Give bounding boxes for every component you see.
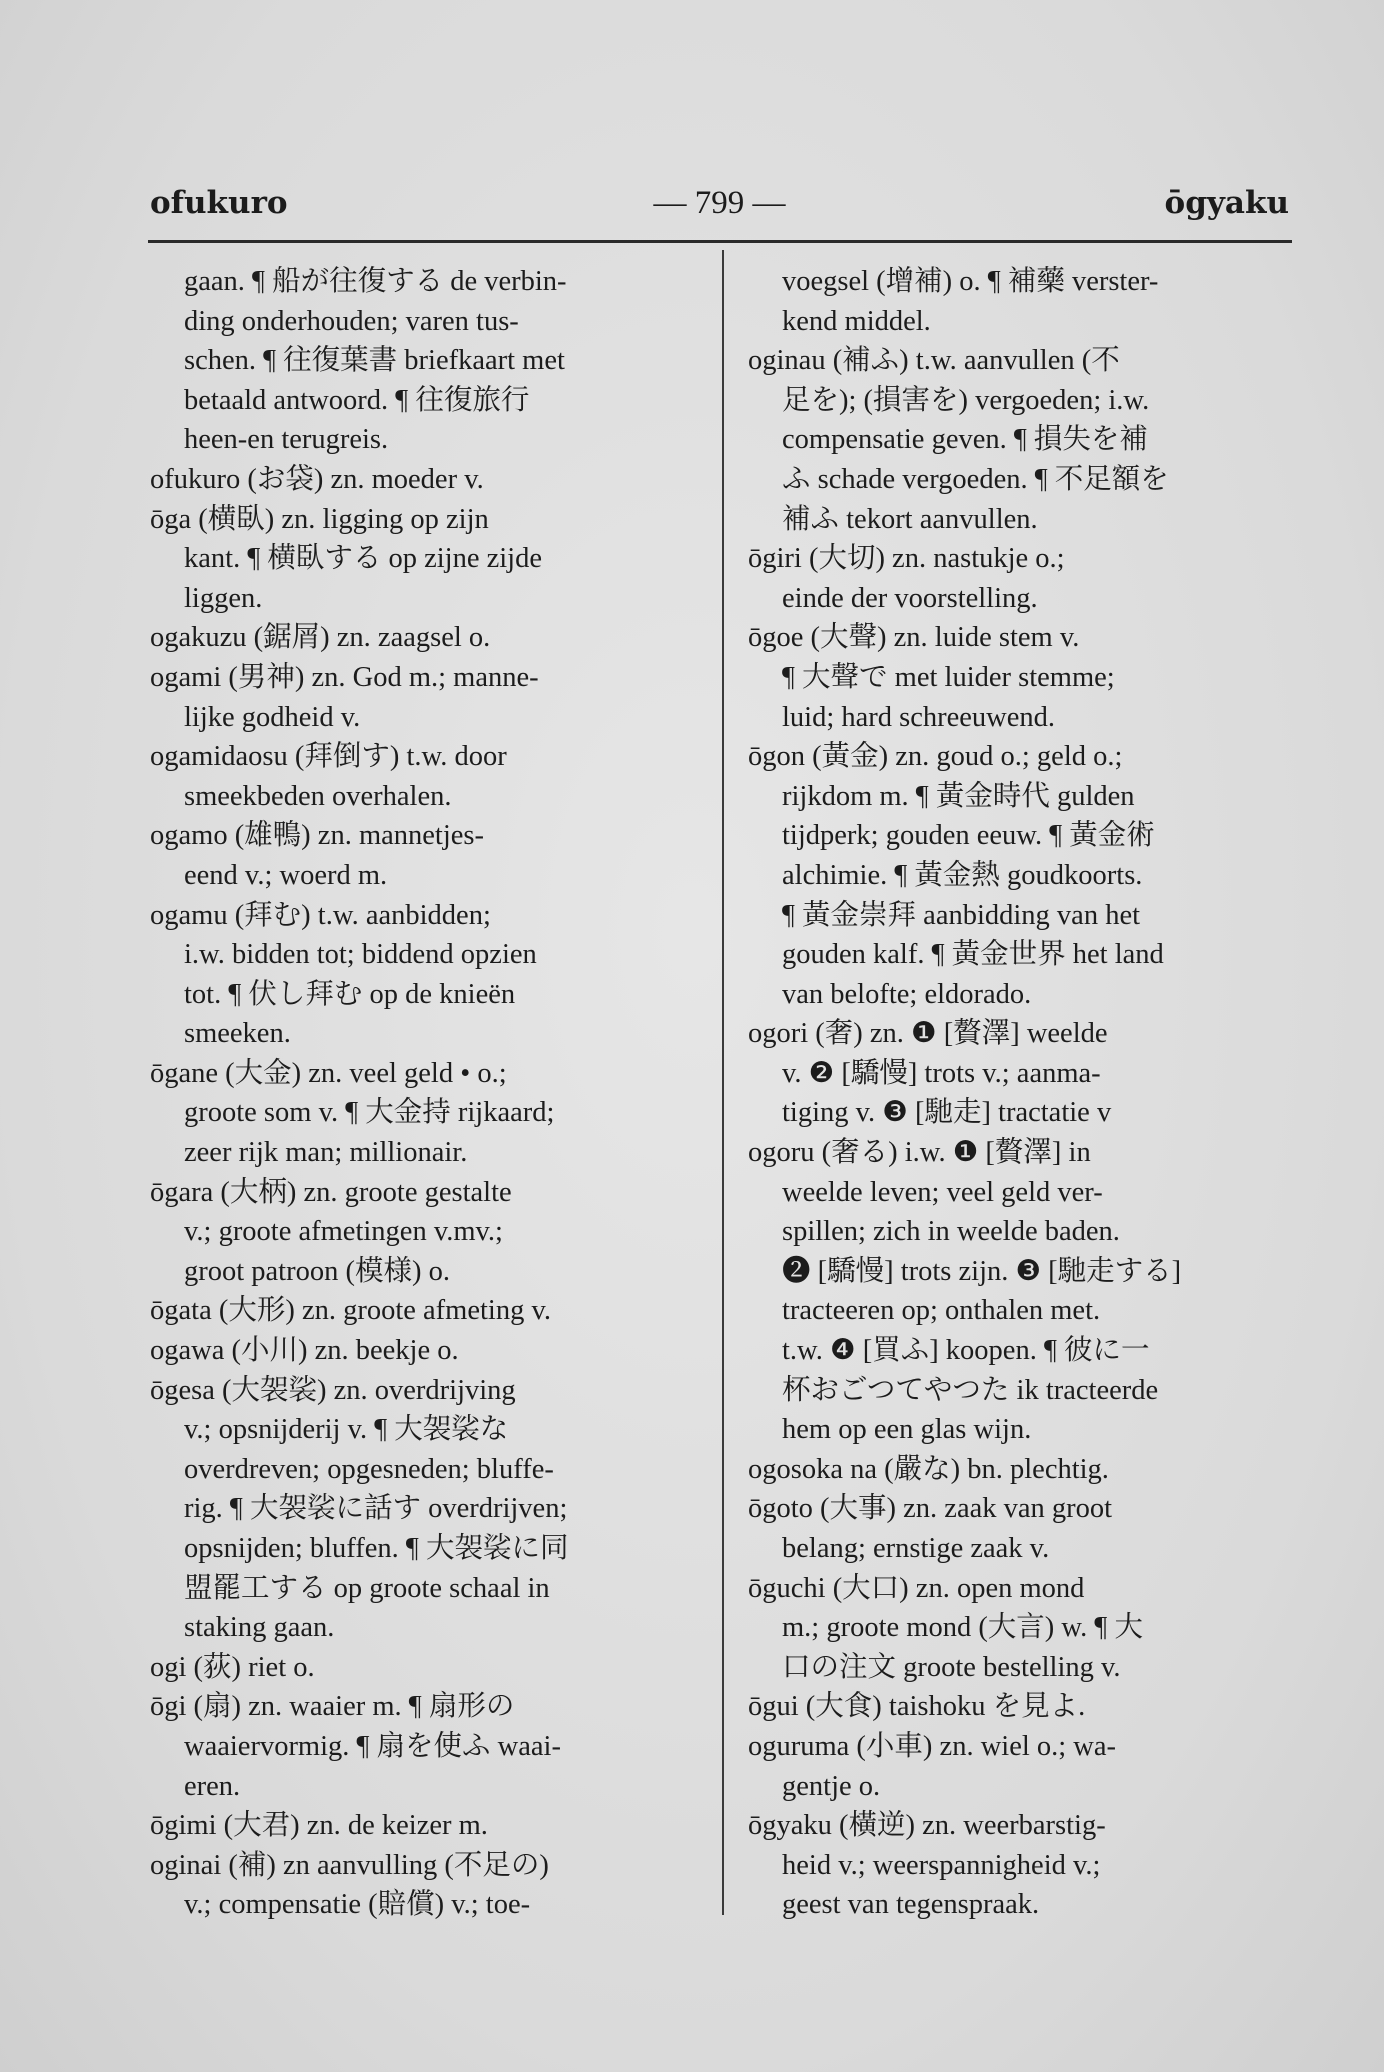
entry-continuation-line: zeer rijk man; millionair. <box>184 1137 468 1169</box>
entry-continuation-line: 補ふ tekort aanvullen. <box>782 503 1038 535</box>
entry-continuation-line: staking gaan. <box>184 1612 335 1644</box>
entry-continuation-line: ¶ 黃金崇拜 aanbidding van het <box>782 899 1141 931</box>
entry-continuation-line: t.w. ❹ [買ふ] koopen. ¶ 彼に一 <box>782 1335 1150 1367</box>
entry-continuation-line: weelde leven; veel geld ver- <box>782 1176 1103 1208</box>
entry-continuation-line: groot patroon (模様) o. <box>184 1255 450 1287</box>
entry-continuation-line: v.; groote afmetingen v.mv.; <box>184 1216 503 1248</box>
page-number: — 799 — <box>653 185 786 221</box>
entry-continuation-line: gaan. ¶ 船が往復する de verbin- <box>184 266 567 297</box>
entry-continuation-line: rig. ¶ 大袈裟に話す overdrijven; <box>184 1493 568 1525</box>
left-guide-word: ofukuro <box>150 185 288 221</box>
entry-headword-line: ōgyaku (橫逆) zn. weerbarstig- <box>748 1810 1106 1842</box>
entry-continuation-line: tiging v. ❸ [馳走] tractatie v <box>782 1097 1112 1129</box>
entry-headword-line: oguruma (小車) zn. wiel o.; wa- <box>748 1730 1117 1762</box>
entry-continuation-line: 口の注文 groote bestelling v. <box>782 1651 1121 1683</box>
entry-continuation-line: betaald antwoord. ¶ 往復旅行 <box>184 384 530 416</box>
entry-headword-line: ōgoe (大聲) zn. luide stem v. <box>748 622 1080 654</box>
entry-continuation-line: geest van tegenspraak. <box>782 1889 1040 1921</box>
entry-continuation-line: waaiervormig. ¶ 扇を使ふ waai- <box>184 1730 561 1762</box>
entry-headword-line: ōgane (大金) zn. veel geld • o.; <box>150 1057 507 1089</box>
entry-continuation-line: smeeken. <box>184 1018 291 1050</box>
entry-headword-line: ogori (奢) zn. ❶ [贅澤] weelde <box>748 1018 1108 1050</box>
entry-continuation-line: tot. ¶ 伏し拜む op de knieën <box>184 978 516 1010</box>
entry-continuation-line: ¶ 大聲で met luider stemme; <box>782 661 1115 693</box>
entry-continuation-line: hem op een glas wijn. <box>782 1414 1032 1446</box>
entry-continuation-line: heid v.; weerspannigheid v.; <box>782 1849 1101 1881</box>
entry-continuation-line: schen. ¶ 往復葉書 briefkaart met <box>184 345 565 377</box>
page-header <box>150 185 1289 235</box>
entry-continuation-line: rijkdom m. ¶ 黃金時代 gulden <box>782 780 1135 812</box>
entry-headword-line: ogawa (小川) zn. beekje o. <box>150 1335 459 1367</box>
entry-headword-line: ōgesa (大袈裟) zn. overdrijving <box>150 1374 516 1406</box>
entry-continuation-line: van belofte; eldorado. <box>782 978 1032 1010</box>
entry-continuation-line: 杯おごつてやつた ik tracteerde <box>782 1374 1159 1406</box>
entry-continuation-line: gentje o. <box>782 1770 881 1802</box>
entry-continuation-line: ❷ [驕慢] trots zijn. ❸ [馳走する] <box>782 1255 1182 1287</box>
entry-continuation-line: liggen. <box>184 582 263 614</box>
entry-continuation-line: ding onderhouden; varen tus- <box>184 305 519 337</box>
entry-continuation-line: 足を); (損害を) vergoeden; i.w. <box>782 384 1150 416</box>
entry-headword-line: ōgoto (大事) zn. zaak van groot <box>748 1493 1113 1525</box>
column-divider <box>722 250 724 1915</box>
entry-continuation-line: einde der voorstelling. <box>782 582 1038 614</box>
entry-headword-line: oginau (補ふ) t.w. aanvullen (不 <box>748 345 1120 377</box>
entry-continuation-line: kend middel. <box>782 305 931 337</box>
entry-headword-line: ogamidaosu (拜倒す) t.w. door <box>150 741 507 773</box>
entry-headword-line: ōgimi (大君) zn. de keizer m. <box>150 1810 488 1842</box>
entry-continuation-line: belang; ernstige zaak v. <box>782 1533 1050 1564</box>
entry-continuation-line: eren. <box>184 1770 241 1802</box>
entry-continuation-line: tracteeren op; onthalen met. <box>782 1295 1101 1327</box>
entry-continuation-line: m.; groote mond (大言) w. ¶ 大 <box>782 1612 1143 1644</box>
entry-headword-line: ōgata (大形) zn. groote afmeting v. <box>150 1295 551 1327</box>
entry-continuation-line: lijke godheid v. <box>184 701 361 733</box>
entry-continuation-line: voegsel (增補) o. ¶ 補藥 verster- <box>782 266 1159 297</box>
entry-headword-line: ōgon (黃金) zn. goud o.; geld o.; <box>748 741 1123 773</box>
entry-continuation-line: heen-en terugreis. <box>184 424 389 456</box>
entry-headword-line: ogamu (拜む) t.w. aanbidden; <box>150 899 491 931</box>
entry-continuation-line: luid; hard schreeuwend. <box>782 701 1056 733</box>
entry-headword-line: ōgara (大柄) zn. groote gestalte <box>150 1176 512 1208</box>
entry-headword-line: oginai (補) zn aanvulling (不足の) <box>150 1849 549 1881</box>
entry-continuation-line: compensatie geven. ¶ 損失を補 <box>782 424 1148 456</box>
entry-continuation-line: eend v.; woerd m. <box>184 859 388 891</box>
entry-headword-line: ōgi (扇) zn. waaier m. ¶ 扇形の <box>150 1691 515 1723</box>
header-rule <box>148 240 1292 243</box>
entry-headword-line: ofukuro (お袋) zn. moeder v. <box>150 463 484 495</box>
entry-headword-line: ogoru (奢る) i.w. ❶ [贅澤] in <box>748 1137 1091 1169</box>
entry-continuation-line: i.w. bidden tot; biddend opzien <box>184 939 537 971</box>
entry-continuation-line: 盟罷工する op groote schaal in <box>184 1572 550 1604</box>
entry-headword-line: ogami (男神) zn. God m.; manne- <box>150 661 539 693</box>
entry-headword-line: ōguchi (大口) zn. open mond <box>748 1572 1085 1604</box>
entry-headword-line: ōgui (大食) taishoku を見よ. <box>748 1691 1086 1723</box>
right-column <box>748 262 1303 1925</box>
entry-continuation-line: groote som v. ¶ 大金持 rijkaard; <box>184 1097 555 1129</box>
entry-continuation-line: opsnijden; bluffen. ¶ 大袈裟に同 <box>184 1533 569 1564</box>
right-guide-word: ōgyaku <box>1164 185 1289 221</box>
entry-headword-line: ogamo (雄鴨) zn. mannetjes- <box>150 820 484 852</box>
entry-continuation-line: gouden kalf. ¶ 黃金世界 het land <box>782 939 1164 971</box>
entry-continuation-line: overdreven; opgesneden; bluffe- <box>184 1453 554 1485</box>
entry-continuation-line: v.; opsnijderij v. ¶ 大袈裟な <box>184 1414 509 1446</box>
entry-continuation-line: smeekbeden overhalen. <box>184 780 452 812</box>
entry-continuation-line: alchimie. ¶ 黃金熱 goudkoorts. <box>782 859 1143 891</box>
entry-headword-line: ogi (荻) riet o. <box>150 1651 315 1683</box>
entry-continuation-line: spillen; zich in weelde baden. <box>782 1216 1120 1248</box>
entry-headword-line: ōga (横臥) zn. ligging op zijn <box>150 503 489 535</box>
entry-headword-line: ogosoka na (嚴な) bn. plechtig. <box>748 1453 1109 1485</box>
entry-headword-line: ōgiri (大切) zn. nastukje o.; <box>748 543 1065 575</box>
entry-continuation-line: v.; compensatie (賠償) v.; toe- <box>184 1889 531 1921</box>
entry-continuation-line: v. ❷ [驕慢] trots v.; aanma- <box>782 1057 1101 1089</box>
entry-continuation-line: kant. ¶ 横臥する op zijne zijde <box>184 543 543 575</box>
entry-continuation-line: tijdperk; gouden eeuw. ¶ 黃金術 <box>782 820 1155 852</box>
entry-continuation-line: ふ schade vergoeden. ¶ 不足額を <box>782 463 1169 495</box>
entry-headword-line: ogakuzu (鋸屑) zn. zaagsel o. <box>150 622 491 654</box>
left-column <box>150 262 705 1925</box>
